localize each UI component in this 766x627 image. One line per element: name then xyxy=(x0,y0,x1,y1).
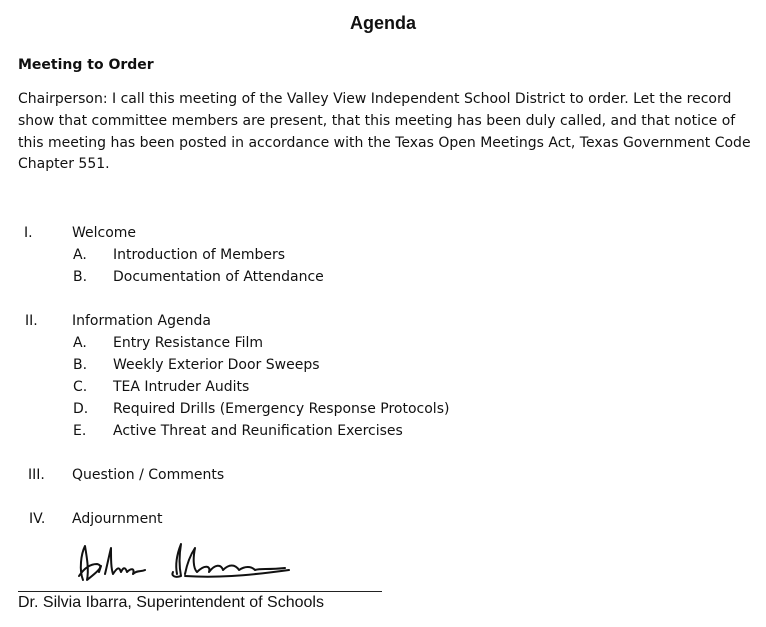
sub-item-text: Required Drills (Emergency Response Protocols) xyxy=(113,401,450,417)
item-label: Question / Comments xyxy=(72,467,225,483)
sub-item-letter: D. xyxy=(73,401,89,417)
item-label: Information Agenda xyxy=(72,313,211,329)
section-heading: Meeting to Order xyxy=(18,57,154,73)
sub-item-text: Introduction of Members xyxy=(113,247,286,263)
agenda-title: Agenda xyxy=(349,13,416,33)
item-number: I. xyxy=(24,225,33,241)
sub-item-letter: A. xyxy=(73,247,87,263)
sub-item-text: TEA Intruder Audits xyxy=(113,379,250,395)
sub-item-letter: B. xyxy=(73,269,88,285)
signature-line xyxy=(18,591,382,592)
sub-item-letter: E. xyxy=(73,423,87,439)
item-number: III. xyxy=(28,467,45,483)
sub-item-text: Weekly Exterior Door Sweeps xyxy=(113,357,320,373)
signatory-name: Dr. Silvia Ibarra, Superintendent of Schools xyxy=(18,594,324,611)
handwritten-signature xyxy=(75,540,295,584)
intro-paragraph: Chairperson: I call this meeting of the Valley View Independent School District to order. Let the record show that committee members are present, that this meeting has been duly called, and that notice of this meeting has been posted in accordance with the Texas Open Meetings Act, Texas Government Code Chapter 551. xyxy=(18,91,751,173)
sub-item-letter: A. xyxy=(73,335,87,351)
sub-item-text: Entry Resistance Film xyxy=(113,335,264,351)
item-number: IV. xyxy=(29,511,46,527)
sub-item-letter: C. xyxy=(73,379,88,395)
item-label: Adjournment xyxy=(72,511,163,527)
sub-item-text: Active Threat and Reunification Exercises xyxy=(113,423,403,439)
sub-item-text: Documentation of Attendance xyxy=(113,269,324,285)
item-label: Welcome xyxy=(72,225,137,241)
sub-item-letter: B. xyxy=(73,357,88,373)
item-number: II. xyxy=(25,313,38,329)
